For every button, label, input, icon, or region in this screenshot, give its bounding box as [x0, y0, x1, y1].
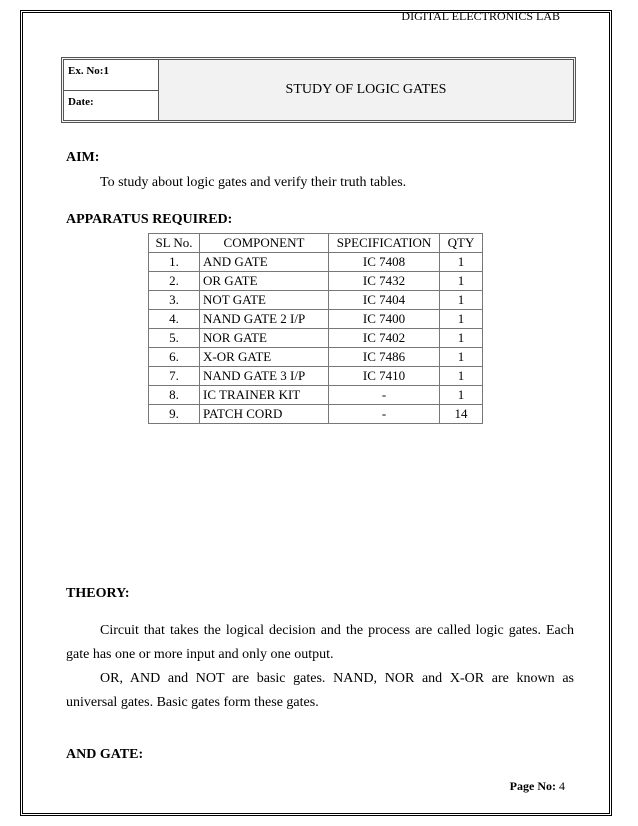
cell-component: NOT GATE [200, 291, 329, 310]
cell-qty: 1 [440, 272, 483, 291]
cell-specification: IC 7400 [329, 310, 440, 329]
table-row [149, 405, 483, 424]
theory-heading: THEORY: [66, 586, 130, 601]
exercise-title: STUDY OF LOGIC GATES [285, 82, 447, 97]
cell-component: OR GATE [200, 272, 329, 291]
cell-specification: IC 7408 [329, 253, 440, 272]
cell-qty: 1 [440, 348, 483, 367]
cell-qty: 1 [440, 329, 483, 348]
cell-component: NAND GATE 2 I/P [200, 310, 329, 329]
ex-no-label: Ex. No:1 [64, 60, 158, 91]
table-row [149, 272, 483, 291]
table-row [149, 367, 483, 386]
cell-specification: - [329, 405, 440, 424]
and-gate-heading: AND GATE: [66, 747, 144, 762]
table-row [149, 291, 483, 310]
theory-paragraph-1: Circuit that takes the logical decision and the process are called logic gates. Each gate has one or more input and only one output. [66, 623, 574, 662]
cell-qty: 1 [440, 367, 483, 386]
cell-specification: IC 7432 [329, 272, 440, 291]
table-row [149, 253, 483, 272]
exercise-meta [64, 60, 159, 120]
cell-sl: 8. [149, 386, 200, 405]
date-label: Date: [68, 95, 94, 108]
cell-sl: 9. [149, 405, 200, 424]
theory-paragraph-2: OR, AND and NOT are basic gates. NAND, NOR and X-OR are known as universal gates. Basic gates form these gates. [66, 671, 574, 710]
table-row [149, 348, 483, 367]
cell-sl: 3. [149, 291, 200, 310]
aim-text: To study about logic gates and verify their truth tables. [100, 175, 407, 190]
page-number-label: Page No: [509, 779, 556, 793]
cell-sl: 5. [149, 329, 200, 348]
cell-specification: IC 7404 [329, 291, 440, 310]
cell-qty: 1 [440, 253, 483, 272]
col-header-specification: SPECIFICATION [329, 234, 440, 253]
col-header-qty: QTY [440, 234, 483, 253]
cell-component: IC TRAINER KIT [200, 386, 329, 405]
cell-sl: 1. [149, 253, 200, 272]
table-row [149, 386, 483, 405]
cell-sl: 7. [149, 367, 200, 386]
table-row [149, 310, 483, 329]
apparatus-heading: APPARATUS REQUIRED: [66, 212, 233, 227]
cell-qty: 1 [440, 291, 483, 310]
table-row [149, 329, 483, 348]
cell-sl: 6. [149, 348, 200, 367]
apparatus-table [148, 233, 483, 424]
cell-qty: 14 [440, 405, 483, 424]
col-header-sl: SL No. [149, 234, 200, 253]
lab-title: DIGITAL ELECTRONICS LAB [401, 9, 560, 23]
cell-component: NOR GATE [200, 329, 329, 348]
cell-specification: - [329, 386, 440, 405]
cell-qty: 1 [440, 386, 483, 405]
cell-specification: IC 7410 [329, 367, 440, 386]
page-number-value: 4 [559, 779, 565, 793]
cell-component: AND GATE [200, 253, 329, 272]
cell-component: NAND GATE 3 I/P [200, 367, 329, 386]
page-number [510, 779, 565, 794]
cell-component: X-OR GATE [200, 348, 329, 367]
col-header-component: COMPONENT [200, 234, 329, 253]
cell-specification: IC 7486 [329, 348, 440, 367]
cell-sl: 4. [149, 310, 200, 329]
exercise-header-box [61, 57, 576, 123]
aim-heading: AIM: [66, 150, 100, 165]
table-header-row [149, 234, 483, 253]
cell-component: PATCH CORD [200, 405, 329, 424]
cell-sl: 2. [149, 272, 200, 291]
cell-specification: IC 7402 [329, 329, 440, 348]
cell-qty: 1 [440, 310, 483, 329]
